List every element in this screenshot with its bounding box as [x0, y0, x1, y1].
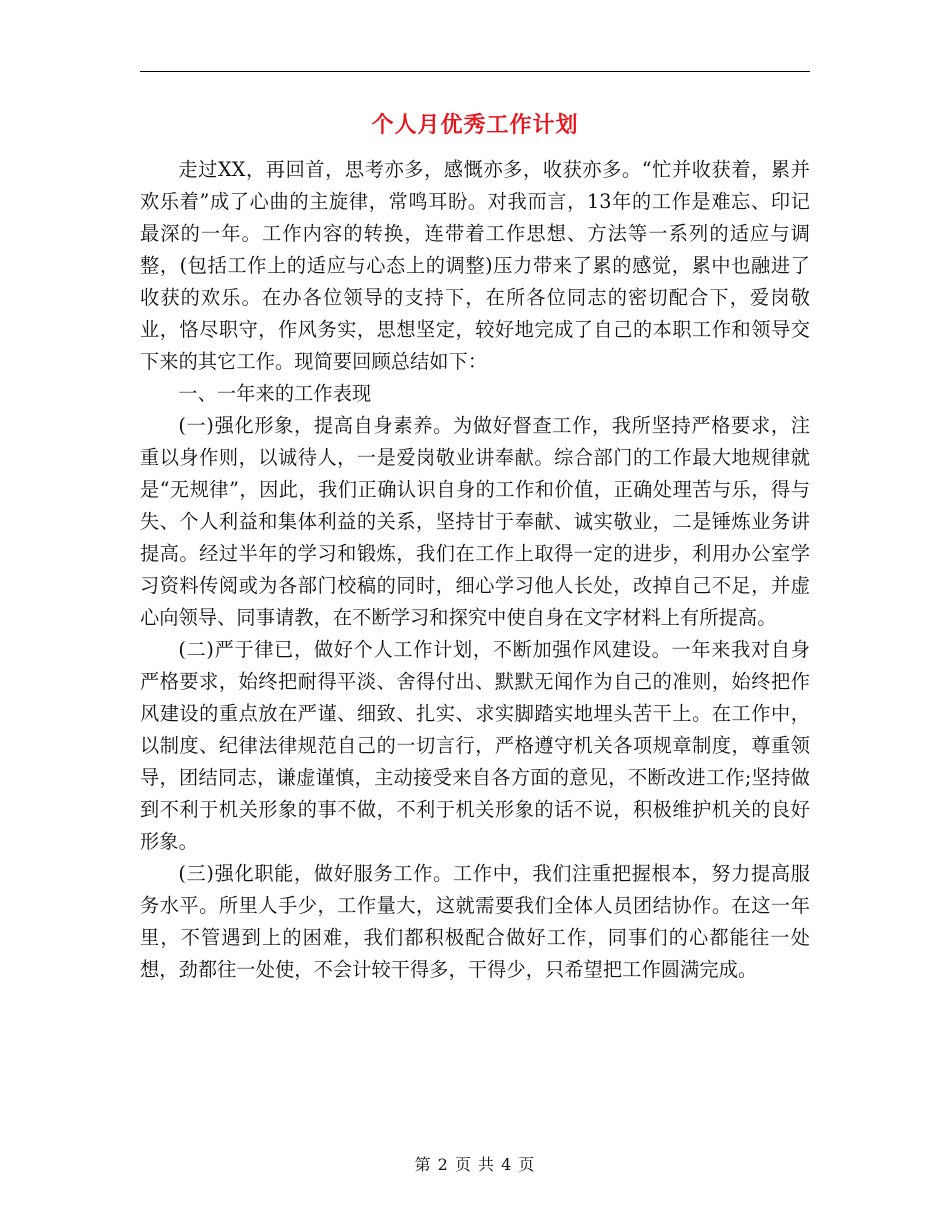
document-title: 个人月优秀工作计划: [371, 112, 579, 138]
page-number: 第 2 页 共 4 页: [414, 1155, 536, 1174]
section-heading: 一、一年来的工作表现: [178, 382, 372, 405]
header-rule: [140, 71, 810, 72]
paragraph-section-1: (一)强化形象，提高自身素养。为做好督查工作，我所坚持严格要求，注重以身作则，以诚待人，一是爱岗敬业讲奉献。综合部门的工作最大地规律就是“无规律”，因此，我们正确认识自身的工作和价值，正确处理苦与乐，得与失、个人利益和集体利益的关系，坚持甘于奉献、诚实敬业，二是锤炼业务讲提高。经过半年的学习和锻炼，我们在工作上取得一定的进步，利用办公室学习资料传阅或为各部门校稿的同时，细心学习他人长处，改掉自己不足，并虚心向领导、同事请教，在不断学习和探究中使自身在文字材料上有所提高。: [140, 414, 810, 629]
paragraph-section-3: (三)强化职能，做好服务工作。工作中，我们注重把握根本，努力提高服务水平。所里人手少，工作量大，这就需要我们全体人员团结协作。在这一年里，不管遇到上的困难，我们都积极配合做好工作，同事们的心都能往一处想，劲都往一处使，不会计较干得多，干得少，只希望把工作圆满完成。: [140, 862, 810, 981]
paragraph-intro: 走过XX，再回首，思考亦多，感慨亦多，收获亦多。“忙并收获着，累并欢乐着”成了心曲的主旋律，常鸣耳盼。对我而言，13年的工作是难忘、印记最深的一年。工作内容的转换，连带着工作思想、方法等一系列的适应与调整，(包括工作上的适应与心态上的调整)压力带来了累的感觉，累中也融进了收获的欢乐。在办各位领导的支持下，在所各位同志的密切配合下，爱岗敬业，恪尽职守，作风务实，思想坚定，较好地完成了自己的本职工作和领导交下来的其它工作。现简要回顾总结如下：: [140, 158, 810, 373]
paragraph-section-2: (二)严于律已，做好个人工作计划，不断加强作风建设。一年来我对自身严格要求，始终把耐得平淡、舍得付出、默默无闻作为自己的准则，始终把作风建设的重点放在严谨、细致、扎实、求实脚踏实地埋头苦干上。在工作中，以制度、纪律法律规范自己的一切言行，严格遵守机关各项规章制度，尊重领导，团结同志，谦虚谨慎，主动接受来自各方面的意见，不断改进工作;坚持做到不利于机关形象的事不做，不利于机关形象的话不说，积极维护机关的良好形象。: [140, 638, 810, 853]
document-body: [140, 154, 810, 986]
